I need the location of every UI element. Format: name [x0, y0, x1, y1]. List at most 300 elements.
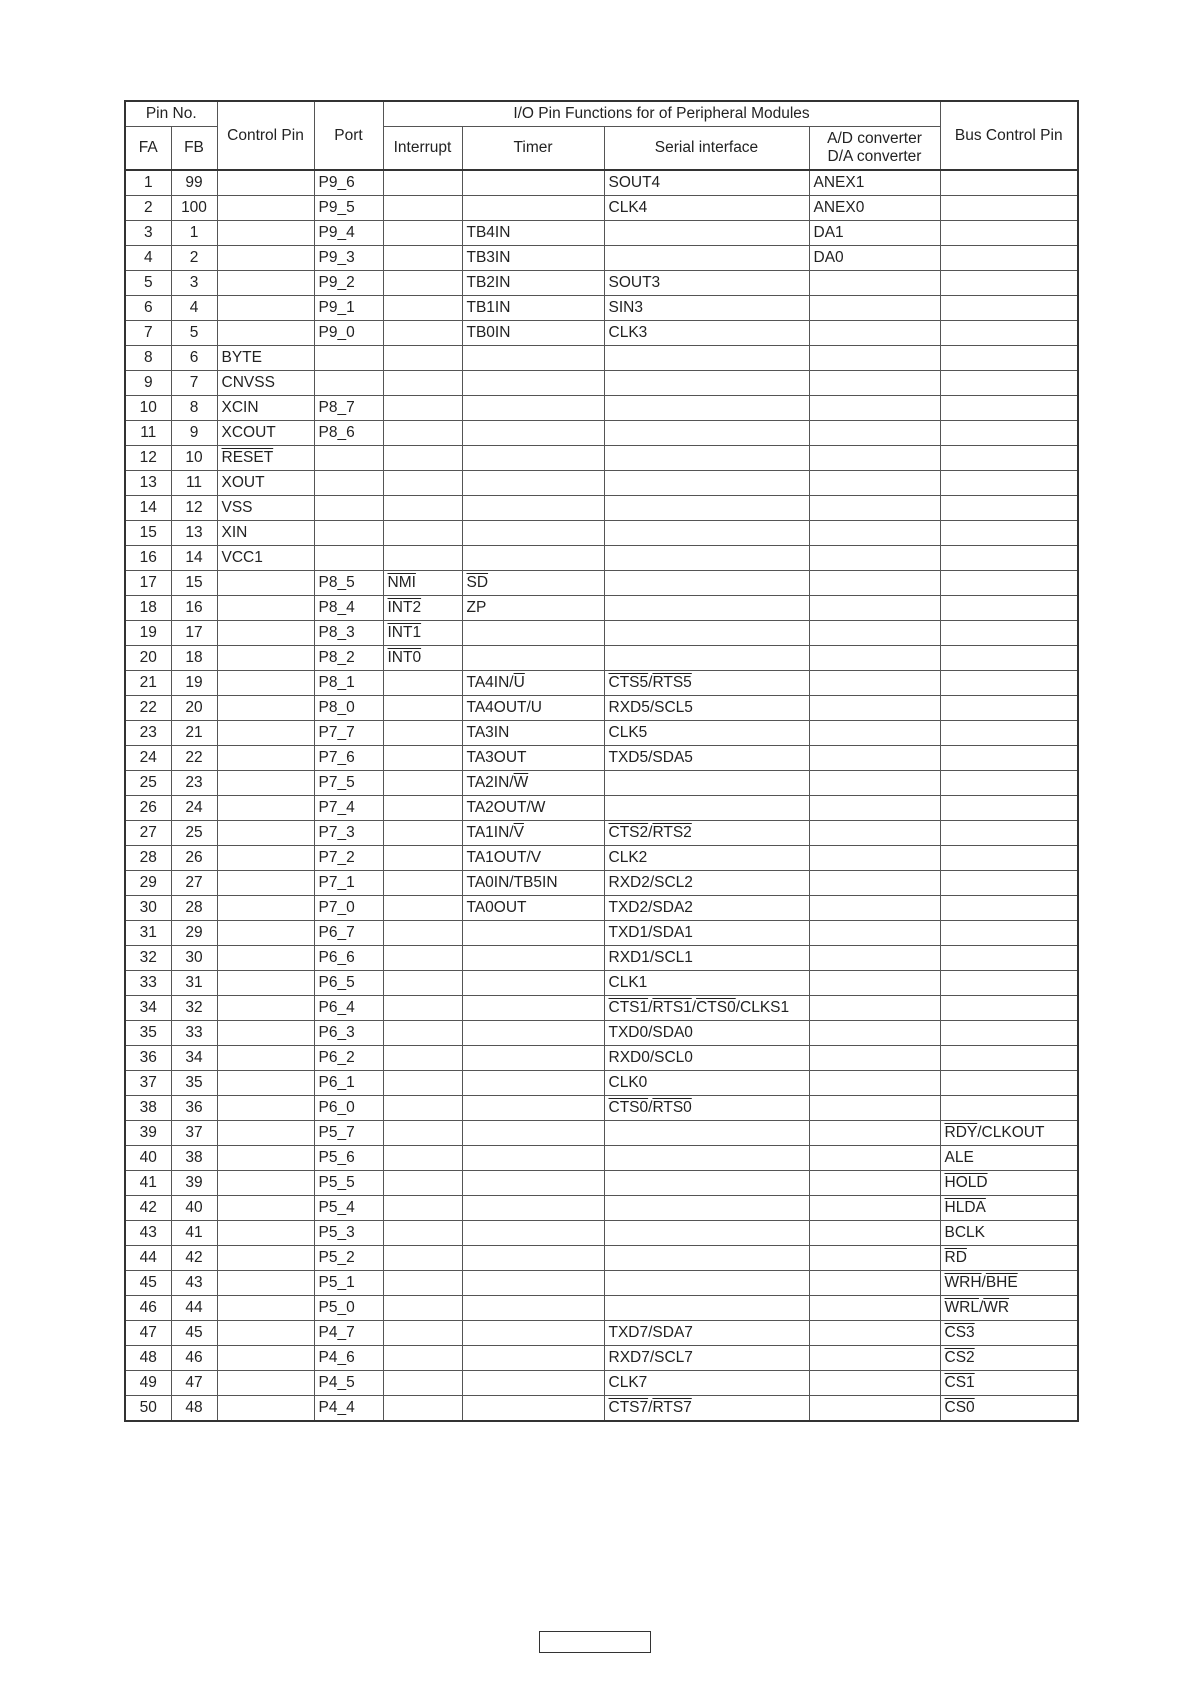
table-row	[125, 296, 1078, 321]
serial-cell: CTS2/RTS2	[604, 821, 809, 846]
fa-cell: 23	[125, 721, 171, 746]
ad-da-header	[809, 127, 940, 171]
fa-cell: 43	[125, 1221, 171, 1246]
fb-cell: 11	[171, 471, 217, 496]
fb-cell: 30	[171, 946, 217, 971]
port-cell: P4_5	[314, 1371, 383, 1396]
fa-cell: 49	[125, 1371, 171, 1396]
fb-cell: 2	[171, 246, 217, 271]
serial-cell: RXD7/SCL7	[604, 1346, 809, 1371]
interrupt-cell	[383, 521, 462, 546]
table-row	[125, 1096, 1078, 1121]
control-pin-cell	[217, 221, 314, 246]
serial-cell	[604, 1221, 809, 1246]
control-pin-cell	[217, 696, 314, 721]
control-pin-cell	[217, 1371, 314, 1396]
control-pin-cell	[217, 246, 314, 271]
table-row	[125, 621, 1078, 646]
control-pin-cell: XCIN	[217, 396, 314, 421]
fa-cell: 5	[125, 271, 171, 296]
interrupt-cell	[383, 396, 462, 421]
table-row	[125, 371, 1078, 396]
fb-cell: 22	[171, 746, 217, 771]
interrupt-cell	[383, 1221, 462, 1246]
interrupt-cell	[383, 946, 462, 971]
timer-cell	[462, 346, 604, 371]
port-cell: P4_4	[314, 1396, 383, 1422]
control-pin-cell	[217, 621, 314, 646]
ad-da-cell	[809, 296, 940, 321]
bus-control-cell: $\overline{WRL}/\overline{WR}$	[940, 1296, 1078, 1321]
bus-control-cell	[940, 446, 1078, 471]
ad-da-cell: ANEX1	[809, 170, 940, 196]
table-row	[125, 271, 1078, 296]
bus-control-cell	[940, 771, 1078, 796]
ad-da-cell	[809, 1246, 940, 1271]
table-row	[125, 671, 1078, 696]
serial-cell	[604, 496, 809, 521]
interrupt-cell: INT1	[383, 621, 462, 646]
table-row	[125, 1271, 1078, 1296]
bus-control-cell: $\overline{RD}$	[940, 1246, 1078, 1271]
control-pin-cell	[217, 170, 314, 196]
port-cell: P9_5	[314, 196, 383, 221]
port-cell	[314, 521, 383, 546]
port-cell: P9_0	[314, 321, 383, 346]
bus-control-cell	[940, 246, 1078, 271]
table-row	[125, 1346, 1078, 1371]
fb-cell: 47	[171, 1371, 217, 1396]
fb-cell: 33	[171, 1021, 217, 1046]
fb-cell: 26	[171, 846, 217, 871]
serial-cell: TXD7/SDA7	[604, 1321, 809, 1346]
timer-cell	[462, 1171, 604, 1196]
interrupt-cell	[383, 1396, 462, 1422]
bus-control-cell	[940, 221, 1078, 246]
timer-cell: TB2IN	[462, 271, 604, 296]
ad-da-cell	[809, 1171, 940, 1196]
ad-da-cell: DA1	[809, 221, 940, 246]
ad-da-cell	[809, 896, 940, 921]
table-row	[125, 971, 1078, 996]
ad-da-cell	[809, 446, 940, 471]
bus-control-cell	[940, 1021, 1078, 1046]
fb-cell: 32	[171, 996, 217, 1021]
fb-cell: 27	[171, 871, 217, 896]
serial-cell: SIN3	[604, 296, 809, 321]
port-cell: P7_7	[314, 721, 383, 746]
bus-control-cell: $\overline{RDY}$/CLKOUT	[940, 1121, 1078, 1146]
table-row	[125, 170, 1078, 196]
port-cell	[314, 471, 383, 496]
interrupt-cell	[383, 1021, 462, 1046]
ad-da-cell: DA0	[809, 246, 940, 271]
ad-da-cell	[809, 396, 940, 421]
timer-cell: $TA2IN/\overline{W}$	[462, 771, 604, 796]
table-row	[125, 746, 1078, 771]
timer-cell	[462, 521, 604, 546]
bus-control-cell	[940, 696, 1078, 721]
ad-da-cell	[809, 521, 940, 546]
interrupt-cell	[383, 196, 462, 221]
interrupt-cell	[383, 471, 462, 496]
control-pin-cell	[217, 1221, 314, 1246]
timer-cell: TB0IN	[462, 321, 604, 346]
bus-control-cell	[940, 971, 1078, 996]
table-row	[125, 396, 1078, 421]
interrupt-cell	[383, 421, 462, 446]
fa-cell: 10	[125, 396, 171, 421]
port-cell: P8_3	[314, 621, 383, 646]
table-row	[125, 1321, 1078, 1346]
fa-cell: 36	[125, 1046, 171, 1071]
bus-control-cell: CS0	[940, 1396, 1078, 1422]
timer-cell	[462, 1196, 604, 1221]
ad-da-cell	[809, 1146, 940, 1171]
interrupt-cell	[383, 1071, 462, 1096]
timer-cell	[462, 1146, 604, 1171]
control-pin-cell: CNVSS	[217, 371, 314, 396]
fa-cell: 6	[125, 296, 171, 321]
fb-cell: 6	[171, 346, 217, 371]
fb-cell: 10	[171, 446, 217, 471]
table-row	[125, 221, 1078, 246]
fa-cell: 19	[125, 621, 171, 646]
control-pin-cell	[217, 921, 314, 946]
table-row	[125, 921, 1078, 946]
fb-cell: 23	[171, 771, 217, 796]
serial-cell	[604, 771, 809, 796]
timer-cell	[462, 1246, 604, 1271]
fb-cell: 42	[171, 1246, 217, 1271]
interrupt-cell	[383, 921, 462, 946]
fa-cell: 38	[125, 1096, 171, 1121]
interrupt-cell	[383, 696, 462, 721]
port-cell: P9_4	[314, 221, 383, 246]
ad-da-cell	[809, 321, 940, 346]
serial-cell: CLK4	[604, 196, 809, 221]
serial-header: Serial interface	[604, 127, 809, 171]
port-cell: P8_5	[314, 571, 383, 596]
fb-cell: 99	[171, 170, 217, 196]
table-row	[125, 646, 1078, 671]
control-pin-cell: VCC1	[217, 546, 314, 571]
fa-cell: 9	[125, 371, 171, 396]
table-row	[125, 1396, 1078, 1422]
table-row	[125, 796, 1078, 821]
interrupt-cell	[383, 246, 462, 271]
serial-cell: TXD5/SDA5	[604, 746, 809, 771]
ad-da-cell	[809, 671, 940, 696]
interrupt-cell	[383, 1121, 462, 1146]
port-cell: P8_2	[314, 646, 383, 671]
timer-cell	[462, 1396, 604, 1422]
serial-cell	[604, 596, 809, 621]
fb-cell: 21	[171, 721, 217, 746]
bus-control-cell	[940, 170, 1078, 196]
fb-cell: 25	[171, 821, 217, 846]
timer-cell	[462, 396, 604, 421]
table-row	[125, 771, 1078, 796]
timer-cell: TB3IN	[462, 246, 604, 271]
ad-da-cell	[809, 696, 940, 721]
interrupt-cell	[383, 771, 462, 796]
fa-cell: 18	[125, 596, 171, 621]
timer-header: Timer	[462, 127, 604, 171]
timer-cell	[462, 1096, 604, 1121]
port-cell: P6_1	[314, 1071, 383, 1096]
bus-control-cell	[940, 871, 1078, 896]
timer-cell: TA2OUT/W	[462, 796, 604, 821]
ad-da-cell	[809, 1321, 940, 1346]
ad-da-cell	[809, 571, 940, 596]
ad-da-cell	[809, 996, 940, 1021]
timer-cell	[462, 1021, 604, 1046]
bus-control-cell	[940, 646, 1078, 671]
control-pin-cell	[217, 1346, 314, 1371]
table-row	[125, 1221, 1078, 1246]
fa-cell: 30	[125, 896, 171, 921]
serial-cell	[604, 1296, 809, 1321]
da-converter-label: D/A converter	[827, 148, 922, 165]
table-row	[125, 546, 1078, 571]
table-row	[125, 1196, 1078, 1221]
fb-cell: 16	[171, 596, 217, 621]
table-row	[125, 346, 1078, 371]
fa-cell: 2	[125, 196, 171, 221]
port-cell: P4_7	[314, 1321, 383, 1346]
interrupt-cell	[383, 546, 462, 571]
bus-control-cell	[940, 821, 1078, 846]
port-cell: P8_7	[314, 396, 383, 421]
timer-cell	[462, 496, 604, 521]
ad-da-cell	[809, 1271, 940, 1296]
control-pin-cell	[217, 946, 314, 971]
timer-cell: TB4IN	[462, 221, 604, 246]
interrupt-cell	[383, 1296, 462, 1321]
control-pin-cell	[217, 846, 314, 871]
control-pin-cell	[217, 196, 314, 221]
bus-control-cell	[940, 346, 1078, 371]
table-row	[125, 871, 1078, 896]
fb-cell: 34	[171, 1046, 217, 1071]
ad-da-cell	[809, 1346, 940, 1371]
port-cell	[314, 446, 383, 471]
interrupt-cell	[383, 846, 462, 871]
bus-control-cell: $\overline{WRH}/\overline{BHE}$	[940, 1271, 1078, 1296]
interrupt-cell	[383, 1346, 462, 1371]
fb-cell: 31	[171, 971, 217, 996]
port-cell: P8_0	[314, 696, 383, 721]
timer-cell	[462, 1371, 604, 1396]
port-cell: P8_1	[314, 671, 383, 696]
fa-header: FA	[125, 127, 171, 171]
table-row	[125, 1171, 1078, 1196]
pin-function-table	[124, 100, 1079, 1422]
timer-cell	[462, 371, 604, 396]
serial-cell	[604, 371, 809, 396]
interrupt-cell	[383, 671, 462, 696]
interrupt-cell	[383, 1321, 462, 1346]
control-pin-cell	[217, 1271, 314, 1296]
serial-cell	[604, 221, 809, 246]
fa-cell: 46	[125, 1296, 171, 1321]
ad-da-cell	[809, 1221, 940, 1246]
port-cell: P5_7	[314, 1121, 383, 1146]
fb-cell: 24	[171, 796, 217, 821]
fb-cell: 1	[171, 221, 217, 246]
port-cell: P9_6	[314, 170, 383, 196]
serial-cell	[604, 346, 809, 371]
serial-cell: CLK7	[604, 1371, 809, 1396]
bus-control-cell: HLDA	[940, 1196, 1078, 1221]
control-pin-cell	[217, 1121, 314, 1146]
port-cell: P4_6	[314, 1346, 383, 1371]
fa-cell: 32	[125, 946, 171, 971]
interrupt-cell	[383, 1196, 462, 1221]
timer-cell: TA3OUT	[462, 746, 604, 771]
ad-da-cell	[809, 371, 940, 396]
table-row	[125, 1021, 1078, 1046]
serial-cell	[604, 521, 809, 546]
interrupt-cell: INT2	[383, 596, 462, 621]
fb-cell: 40	[171, 1196, 217, 1221]
fa-cell: 33	[125, 971, 171, 996]
port-cell: P5_4	[314, 1196, 383, 1221]
bus-control-cell	[940, 721, 1078, 746]
table-row	[125, 1121, 1078, 1146]
control-pin-cell	[217, 746, 314, 771]
ad-da-cell	[809, 746, 940, 771]
fb-cell: 41	[171, 1221, 217, 1246]
serial-cell: CTS7/RTS7	[604, 1396, 809, 1422]
port-cell	[314, 346, 383, 371]
interrupt-cell	[383, 271, 462, 296]
fa-cell: 44	[125, 1246, 171, 1271]
ad-da-cell	[809, 546, 940, 571]
fb-cell: 17	[171, 621, 217, 646]
serial-cell: TXD1/SDA1	[604, 921, 809, 946]
port-cell: P5_5	[314, 1171, 383, 1196]
serial-cell: CLK3	[604, 321, 809, 346]
serial-cell	[604, 571, 809, 596]
control-pin-cell: VSS	[217, 496, 314, 521]
fa-cell: 28	[125, 846, 171, 871]
fb-cell: 14	[171, 546, 217, 571]
interrupt-cell	[383, 821, 462, 846]
fb-cell: 3	[171, 271, 217, 296]
serial-cell: CLK0	[604, 1071, 809, 1096]
timer-cell	[462, 1221, 604, 1246]
control-pin-cell	[217, 721, 314, 746]
interrupt-cell	[383, 1146, 462, 1171]
bus-control-cell	[940, 421, 1078, 446]
bus-control-cell	[940, 796, 1078, 821]
timer-cell: TA4OUT/U	[462, 696, 604, 721]
fb-cell: 5	[171, 321, 217, 346]
serial-cell: RXD2/SCL2	[604, 871, 809, 896]
ad-da-cell	[809, 721, 940, 746]
fa-cell: 15	[125, 521, 171, 546]
bus-control-cell	[940, 946, 1078, 971]
bus-control-cell: HOLD	[940, 1171, 1078, 1196]
bus-control-cell	[940, 471, 1078, 496]
serial-cell	[604, 396, 809, 421]
interrupt-cell	[383, 1246, 462, 1271]
fa-cell: 26	[125, 796, 171, 821]
table-row	[125, 596, 1078, 621]
bus-control-cell: CS2	[940, 1346, 1078, 1371]
control-pin-cell	[217, 796, 314, 821]
serial-cell: SOUT4	[604, 170, 809, 196]
table-row	[125, 196, 1078, 221]
fa-cell: 17	[125, 571, 171, 596]
port-cell	[314, 496, 383, 521]
fb-header: FB	[171, 127, 217, 171]
ad-da-cell	[809, 1396, 940, 1422]
bus-control-cell	[940, 621, 1078, 646]
bus-control-cell: BCLK	[940, 1221, 1078, 1246]
port-cell: P7_1	[314, 871, 383, 896]
fb-cell: 20	[171, 696, 217, 721]
port-cell: P8_6	[314, 421, 383, 446]
interrupt-cell	[383, 871, 462, 896]
fb-cell: 48	[171, 1396, 217, 1422]
bus-control-cell: CS3	[940, 1321, 1078, 1346]
serial-cell: SOUT3	[604, 271, 809, 296]
fb-cell: 35	[171, 1071, 217, 1096]
ad-da-cell	[809, 621, 940, 646]
ad-da-cell	[809, 471, 940, 496]
port-cell: P7_6	[314, 746, 383, 771]
ad-da-cell	[809, 796, 940, 821]
control-pin-cell: XCOUT	[217, 421, 314, 446]
fa-cell: 45	[125, 1271, 171, 1296]
fb-cell: 12	[171, 496, 217, 521]
serial-cell: CLK1	[604, 971, 809, 996]
ad-da-cell	[809, 1046, 940, 1071]
timer-cell: TA1OUT/V	[462, 846, 604, 871]
timer-cell	[462, 1271, 604, 1296]
bus-control-header: Bus Control Pin	[940, 101, 1078, 170]
port-cell: P7_3	[314, 821, 383, 846]
serial-cell	[604, 246, 809, 271]
ad-da-cell	[809, 1021, 940, 1046]
serial-cell: RXD1/SCL1	[604, 946, 809, 971]
port-cell: P7_0	[314, 896, 383, 921]
timer-cell: ZP	[462, 596, 604, 621]
port-cell: P6_7	[314, 921, 383, 946]
fa-cell: 8	[125, 346, 171, 371]
control-pin-cell	[217, 771, 314, 796]
table-row	[125, 1246, 1078, 1271]
fb-cell: 15	[171, 571, 217, 596]
port-cell: P7_5	[314, 771, 383, 796]
fb-cell: 7	[171, 371, 217, 396]
port-cell: P6_0	[314, 1096, 383, 1121]
interrupt-cell: INT0	[383, 646, 462, 671]
control-pin-cell	[217, 896, 314, 921]
bus-control-cell	[940, 1046, 1078, 1071]
port-cell: P6_2	[314, 1046, 383, 1071]
fa-cell: 42	[125, 1196, 171, 1221]
ad-da-cell	[809, 596, 940, 621]
ad-da-cell	[809, 921, 940, 946]
fa-cell: 27	[125, 821, 171, 846]
page-number-box	[539, 1631, 651, 1653]
ad-da-cell	[809, 1096, 940, 1121]
port-cell: P6_6	[314, 946, 383, 971]
